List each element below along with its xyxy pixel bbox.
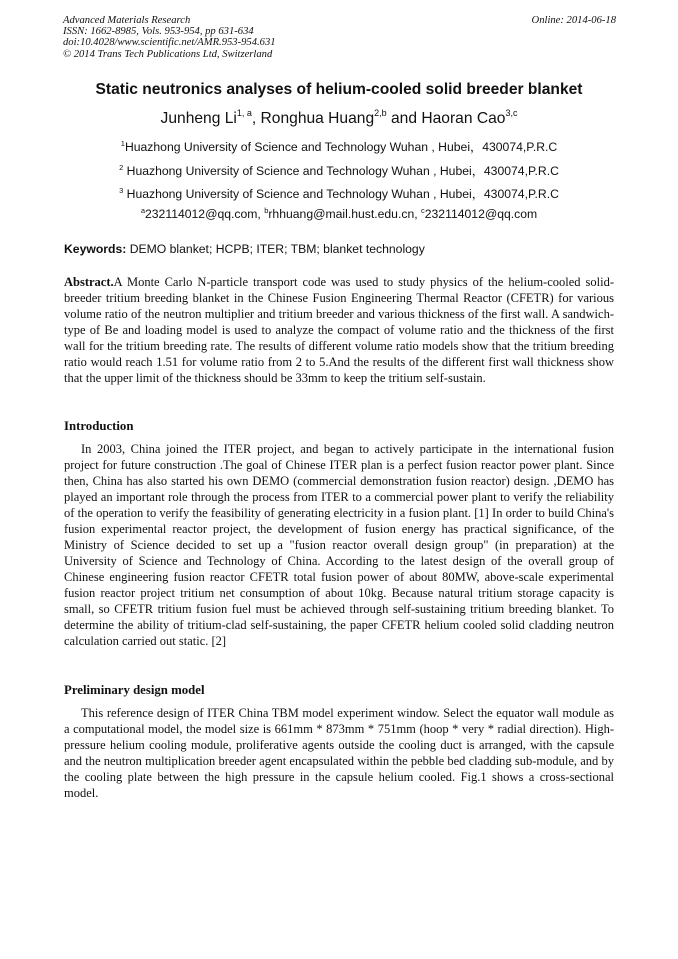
abstract-label: Abstract. (64, 275, 114, 289)
email-text: 232114012@qq.com (424, 207, 538, 221)
affiliation-text: Huazhong University of Science and Technology Wuhan , Hubei，430074,P.R.C (123, 164, 559, 178)
preliminary-heading: Preliminary design model (64, 683, 205, 697)
author-separator: and (386, 110, 422, 127)
abstract-text: A Monte Carlo N-particle transport code was used to study physics of the helium-cooled solid-breeder tritium breeding blanket in the Chinese Fusion Engineering Thermal Reactor (CFETR) for various volume ratio of the neutron multiplier and tritium breeder and various thickness of the first wall. A sandwich-type of Be and loading model is used to analyze the compact of volume ratio and the thickness of the first wall for the tritium breeding rate. The results of different volume ratio models show that the tritium breeding ratio would reach 1.51 for volume ratio from 2 to 5.And the results of the different first wall thickness show that the upper limit of the thickness should be 33mm to keep the tritium self-sustain. (64, 275, 614, 385)
preliminary-paragraph: This reference design of ITER China TBM model experiment window. Select the equator wall module as a computational model, the model size is 661mm * 873mm * 751mm (hoop * very * radial direction). High-pressure helium cooling module, proliferative agents outside the cooling duct is arranged, with the capsule and the neutron multiplication breeder agent encapsulated within the pebble bed cladding sub-module, and by the cooling plate between the high pressure in the capsule helium cooled. Fig.1 shows a cross-sectional model. (64, 706, 614, 800)
email-superscript: b (264, 206, 269, 215)
keywords-label: Keywords: (64, 242, 127, 256)
introduction-heading: Introduction (64, 419, 134, 433)
email-text: rhhuang@mail.hust.edu.cn, (268, 207, 421, 221)
journal-header (63, 15, 393, 60)
author-name: Haoran Cao (421, 110, 506, 127)
affiliation-3 (40, 185, 638, 202)
abstract-paragraph (64, 274, 614, 386)
copyright-line: © 2014 Trans Tech Publications Ltd, Switzerland (63, 48, 273, 60)
online-date: Online: 2014-06-18 (531, 15, 616, 26)
email-line (40, 207, 638, 221)
affiliation-text: Huazhong University of Science and Technology Wuhan , Hubei，430074,P.R.C (124, 140, 558, 154)
keywords-text: DEMO blanket; HCPB; ITER; TBM; blanket technology (126, 242, 425, 256)
affiliation-2 (40, 162, 638, 179)
email-text: 232114012@qq.com, (144, 207, 265, 221)
author-separator: , (251, 110, 261, 127)
author-name: Junheng Li (160, 110, 237, 127)
keywords-line (64, 242, 624, 256)
journal-name: Advanced Materials Research (63, 15, 191, 26)
paper-title: Static neutronics analyses of helium-cooled solid breeder blanket (95, 81, 583, 98)
author-name: Ronghua Huang (260, 110, 375, 127)
doi-line: doi:10.4028/www.scientific.net/AMR.953-954.631 (63, 37, 276, 49)
email-superscript: a (140, 206, 145, 215)
affiliation-text: Huazhong University of Science and Technology Wuhan , Hubei，430074,P.R.C (123, 187, 559, 201)
affiliation-superscript: 2 (119, 163, 124, 172)
author-superscript: 1, a (236, 108, 252, 118)
email-superscript: c (421, 206, 425, 215)
affiliation-superscript: 3 (119, 186, 124, 195)
author-superscript: 3,c (505, 108, 518, 118)
affiliation-1 (40, 138, 638, 155)
affiliation-superscript: 1 (120, 139, 125, 148)
issn-line: ISSN: 1662-8985, Vols. 953-954, pp 631-634 (63, 26, 254, 38)
author-superscript: 2,b (374, 108, 387, 118)
author-line (40, 110, 638, 128)
introduction-paragraph: In 2003, China joined the ITER project, and began to actively participate in the international fusion project for future construction .The goal of Chinese ITER plan is a perfect fusion reactor power plant. Since then, China has also started his own DEMO (commercial demonstration fusion reactor) design. ,DEMO has played an important role through the process from ITER to a commercial power plant to verify the reliability of the operation to verify the feasibility of generating electricity in a fusion plant. [1] In order to build China's fusion experimental reactor project, the development of fusion energy has practical significance, of the Ministry of Science decided to set up a "fusion reactor overall design group" (in preparation) at the University of Science and Technology of China. According to the latest design of the overall group of Chinese engineering fusion reactor CFETR total fusion power of about 80MW, above-scale experimental fusion reactor project tritium net consumption of about 10kg. Because natural tritium storage capacity is small, so CFETR tritium fusion fuel must be achieved through self-sustaining tritium breeding blanket. To determine the ability of tritium-clad self-sustaining, the paper CFETR helium cooled solid cladding neutron calculation carried out static. [2] (64, 442, 614, 648)
